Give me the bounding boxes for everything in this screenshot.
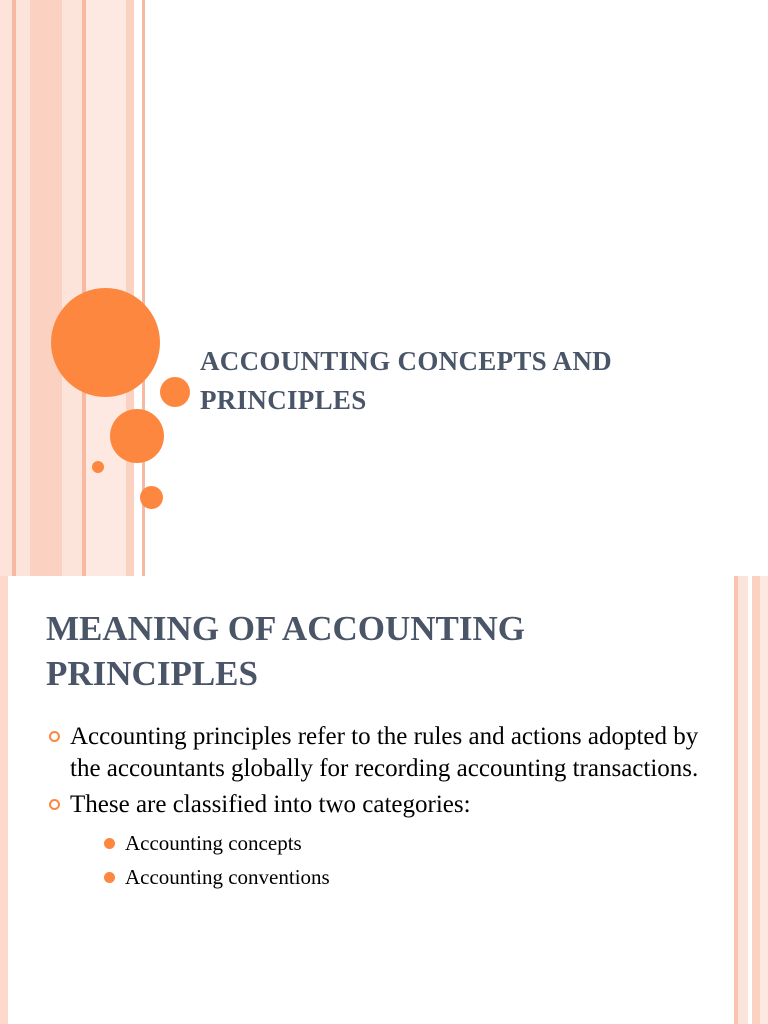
content-slide xyxy=(0,576,768,1024)
slide-title xyxy=(46,606,686,696)
decor-circle-medium xyxy=(110,409,164,463)
sub-bullet-text: Accounting conventions xyxy=(125,865,330,889)
slide-title-line: PRINCIPLES xyxy=(46,654,258,693)
bullet-text: Accounting principles refer to the rules and actions adopted by the accountants globally for recording accounting transactions. xyxy=(70,723,699,782)
decor-circle-tiny xyxy=(92,461,104,473)
decor-stripe xyxy=(126,0,134,576)
decor-stripe xyxy=(760,576,768,1024)
decor-circle-small xyxy=(160,377,190,407)
slide-title-line: ACCOUNTING CONCEPTS AND xyxy=(200,346,612,376)
decor-stripe xyxy=(62,0,82,576)
slide-title-line: PRINCIPLES xyxy=(200,385,367,415)
decor-circle-small xyxy=(140,486,163,509)
decor-stripe xyxy=(30,0,62,576)
decor-circle-large xyxy=(51,288,160,397)
sub-bullet-text: Accounting concepts xyxy=(125,831,302,855)
bullet-item xyxy=(46,789,706,891)
decor-stripe xyxy=(0,576,8,1024)
ring-bullet-icon xyxy=(49,731,60,742)
decor-stripe xyxy=(752,576,760,1024)
slide-title-line: MEANING OF ACCOUNTING xyxy=(46,609,525,648)
sub-bullet-item xyxy=(70,863,706,891)
slide-title xyxy=(200,342,720,420)
bullet-item xyxy=(46,721,706,785)
decor-stripe xyxy=(0,0,12,576)
dot-bullet-icon xyxy=(104,872,115,883)
decor-stripe xyxy=(738,576,748,1024)
bullet-text: These are classified into two categories: xyxy=(70,791,471,818)
bullet-list xyxy=(46,721,706,897)
sub-bullet-item xyxy=(70,829,706,857)
ring-bullet-icon xyxy=(49,799,60,810)
sub-bullet-list xyxy=(70,829,706,891)
decor-stripe xyxy=(16,0,30,576)
dot-bullet-icon xyxy=(104,838,115,849)
